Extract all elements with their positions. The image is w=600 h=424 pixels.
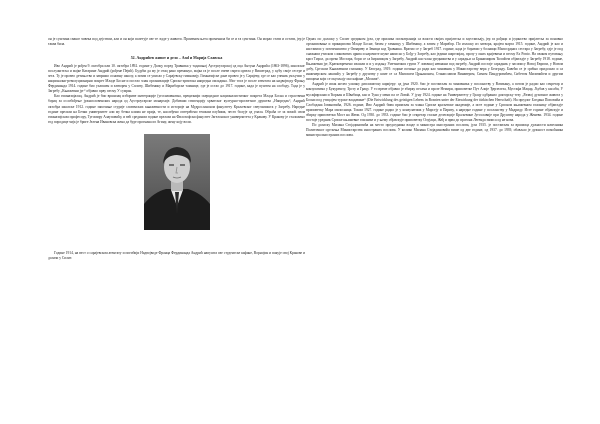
section-heading: 52. Андрићев живот и дело – Аnd и Марија Славска (130, 56, 223, 61)
body-paragraph-2: Као гимназијалац, Андрић је био вршилац избориве интеграције (угоснвовнатна, прецизнији скерцидног националистичког покрета Млада Босна и страствени борац за ослобођење јужнословенских народа од Аустроугарске монархије. Добивши стипендију хрватског културно-просветног друштва „Напредак“, Андрић октобра школске 1912. године започиње студије словенских књижевности и историје на Мудросланском факултету Краљевског свеучилишта у Загребу. Наредне године прелази на Бечки универзитет али му бечка клима не прија, те, наслеђено оптерећено тешким плућима, често болује од упала. Обраћа се за помоћ свом гимназијском професору, Тугомиру Алауповићу, и већ средином године прелази на Филозофски факултет Јагелонског универзитета у Кракову. У Кракову је сталожено год породице чија је бриге Јелена Ивановска жена да буде прогнана из Агину, жену коју воли. (48, 94, 305, 124)
left-column (48, 37, 305, 261)
body-paragraph-5: По доласку Милана Стојадиновића на место председника владе и министра иностраних послова, јула 1935. је постављен за вршиоца дужности начелника Политичког одељења Министарства иностраних послова. У колико Милана Стојадиновића више од две године, од 1937. до 1939, обављао је дужност помоћника министра иностраних послова. (306, 122, 563, 137)
photo-caption: Године 1914, на вест о сарајевском атентату и погибији Надвојводе Франца Фердинанда Андрић напушта све студентске кафане, Ворнојик и пакује свој Кракове и долази у Сплит. (48, 250, 305, 260)
right-column (306, 37, 563, 138)
body-paragraph-3: Одмах по доласку у Сплит средином јула, где прилика посматранија са власти својих пријатеља и заустављају, јер га рођаци и јединство пријатеља за поновно организовање и принципови Младе Босне, бачен у тамницу у Шибенику, а затим у Марибор. По изласку из затвора, крајем марта 1915. године, Андрић је као и настависи у заточеништво у Овчареву и Зеници код Травника. Вратио се у Загреб 1917. године, када је боравио у болници Милосрдних сестара у Загребу, гдје је под снажним утиском сликовитих црква и нарочите шуме написао у Бођу у Загребу, као једини шарелијац, прозу у оних крајевима и песму Ex Ponto. На сваком путовању кроз Тирол, да преко Мостара, бори се са ћирилицом у Загребу, Андрић као члан уредништва и у сарадњи са Бранимиром Ћосићем објављује у Загребу 1918. године, Књижевни југ, Кратковремено изашли и и у издању Уметничких групи У ловачкој неважни под загребу, Андрић постаје сарадник у часопису Новој Европи, у Новом добу, Сртском Књижевном гласнику. У Београд, 1919. године почиње да ради као чиновник у Министарству вера у Београду. Бавећи се је срећно придошло и са инженерском лакошћу у Загребу у друштву у коме се са Милошем Црњанским, Станиславом Винавером, Симом Пандуровићем, Сибетом Миличићем и другим писцима који се окупљају око кафане „Москва“. (306, 37, 563, 82)
photo-container (48, 134, 305, 246)
portrait-photo-icon (144, 134, 210, 230)
body-paragraph-1: Иво Андрић је рођен 9. октобра или 10. октобра 1892. године у Долцу поред Травника у тадашњој Аустроугарској од оца Антуна Андрића (1863-1896), школског послужитеља и мајке Катарине Андрић (рођене Пејић). Будући да му је отац рано преминуо, мајка га је после очеве смрти одвела у Вишеград, у кућу своје сестре и зета. Ту је провео детињство и завршио основну школу, а затим се уписао у Сарајевску гимназију. Гимназијске дане провео је у Сарајеву, где се као ученик укључио у национално-револуционарни покрет Младе Босне и постао члан организације Српско-хрватска напредна омладина. Због тога је после атентата на надвојводу Фрању Фердинанда 1914. године био ухапшен и затворен у Сплиту, Шибенику и Мариборске тамнице, где је остао до 1917. године, када је пуштен на слободу. Тада је у Загребу „Књижевни југ“ објавио прву песму У сумрак. (48, 64, 305, 94)
body-paragraph-4: Андрић је ипак желео улазаку дипломатску каријеру: од јуна 1920. био је постављен за чиновника у посланству у Ватикану, а потом је радио као секретар и конзулатима у Букурешту, Трсту и Грацу. У то време објавио је збирку песама и прозе Немири, приповетке Пут Алије Ђерзелеза, Мустафа Маџар, Љубав у касаби, У мусафирхани и Ћоркан и Швабица, као и Туна у мени па се Ловаћ. У јуну 1924. године на Универзитету у Грацу одбранио докторску тезу „Развој духовног живота у Босни под утицајем турске владавине“ (Die Entwicklung des geistigen Lebens in Bosnien unter der Einwirkung der türkischen Herrschaft). На предлог Богдана Поповића и Слободана Јовановића, 1926. године, Иво Андрић бива примљен за члана Српске краљевске академије, а исте године у Српском књижевном гласнику објављује приповетку Мара милосница. Током 1927. године радио је у конзулатима у Марсеју и Паризу, а наредне године у посланству у Мадриду. Исте године објављује и збирку приповетки Мост на Жепи. Од 1930. до 1933. године био је секретар сталне делегације Краљевине Југославије при Друштву народа у Женеви. 1934. године постаје уредник Српске књижевне гласнике и у њему објављује приповетку Олујаци, Жеђ и прва до прогона Легенда записа од не нова. (306, 82, 563, 122)
intro-paragraph: он је суштина сваког човека под дејством, али и он који полетује све те људе у животи. Променом њега променила би се и та суштина. Он морао стати и остати, јер је таква била. (48, 37, 305, 47)
